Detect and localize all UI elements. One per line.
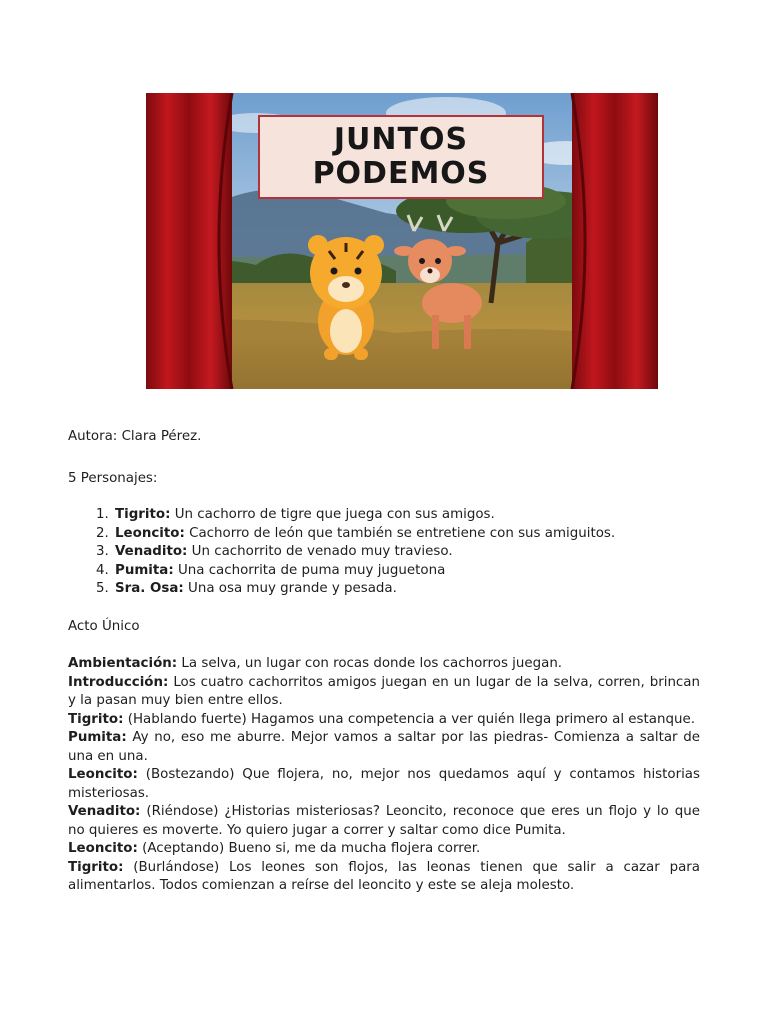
cover-title-line-1: JUNTOS	[333, 122, 469, 157]
script-text: Ay no, eso me aburre. Mejor vamos a saltar por las piedras- Comienza a saltar de una en una.	[68, 730, 700, 764]
speaker-label: Tigrito:	[68, 859, 124, 875]
cast-name: Venadito:	[115, 544, 188, 559]
cover-title-box	[258, 115, 544, 199]
script-text: Los cuatro cachorritos amigos juegan en un lugar de la selva, corren, brincan y la pasan muy bien entre ellos.	[68, 674, 700, 708]
cast-item	[113, 580, 700, 599]
script-text: (Burlándose) Los leones son flojos, las leonas tienen que salir a cazar para alimentarlos. Todos comienzan a reírse del leoncito y este se aleja molesto.	[68, 859, 700, 893]
speaker-label: Tigrito:	[68, 711, 124, 727]
script-line	[68, 766, 700, 803]
cast-name: Tigrito:	[115, 507, 171, 522]
cast-description: Un cachorrito de venado muy travieso.	[187, 544, 453, 559]
cast-description: Una cachorrita de puma muy juguetona	[173, 562, 446, 578]
speaker-label: Leoncito:	[68, 767, 138, 782]
script-line	[68, 859, 700, 896]
script-line	[68, 674, 700, 711]
author-line: Autora: Clara Pérez.	[68, 429, 202, 444]
cast-heading: 5 Personajes:	[68, 470, 158, 486]
cast-name: Leoncito:	[115, 525, 185, 541]
cast-name: Pumita:	[115, 562, 174, 578]
cast-item	[113, 543, 700, 562]
speaker-label: Leoncito:	[68, 841, 138, 856]
speaker-label: Pumita:	[68, 730, 127, 745]
cast-description: Una osa muy grande y pesada.	[183, 581, 397, 596]
cast-name: Sra. Osa:	[115, 581, 184, 596]
cast-item	[113, 525, 700, 544]
cast-item	[113, 562, 700, 581]
cover-illustration	[146, 93, 658, 389]
right-curtain	[572, 93, 658, 389]
script-text: (Hablando fuerte) Hagamos una competencia a ver quién llega primero al estanque.	[123, 711, 695, 727]
cast-description: Un cachorro de tigre que juega con sus amigos.	[170, 507, 495, 522]
script-line	[68, 840, 700, 859]
speaker-label: Introducción:	[68, 674, 169, 690]
script-line	[68, 729, 700, 766]
cast-description: Cachorro de león que también se entretiene con sus amiguitos.	[184, 525, 616, 541]
speaker-label: Ambientación:	[68, 656, 178, 671]
script-line	[68, 655, 700, 674]
script-line	[68, 803, 700, 840]
cover-title-line-2: PODEMOS	[312, 156, 490, 191]
script-text: (Riéndose) ¿Historias misteriosas? Leoncito, reconoce que eres un flojo y lo que no quieres es moverte. Yo quiero jugar a correr y saltar como dice Pumita.	[68, 804, 700, 838]
script-text: La selva, un lugar con rocas donde los cachorros juegan.	[177, 656, 563, 671]
script-line	[68, 711, 700, 730]
speaker-label: Venadito:	[68, 804, 141, 819]
script-body	[68, 655, 700, 896]
script-text: (Bostezando) Que flojera, no, mejor nos quedamos aquí y contamos historias misteriosas.	[68, 767, 700, 801]
act-heading: Acto Único	[68, 618, 140, 634]
cast-list	[68, 506, 700, 599]
left-curtain	[146, 93, 232, 389]
cast-item	[113, 506, 700, 525]
document-body	[68, 428, 700, 896]
script-text: (Aceptando) Bueno si, me da mucha flojera correr.	[137, 841, 481, 856]
